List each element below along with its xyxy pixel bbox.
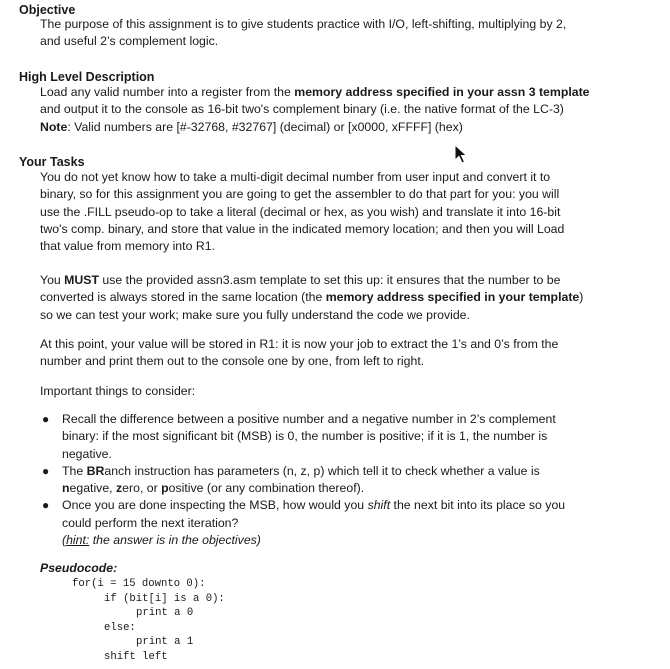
code-line: else:	[104, 622, 136, 634]
code-line: if (bit[i] is a 0):	[104, 593, 225, 605]
tasks-line: so we can test your work; make sure you fully understand the code we provide.	[40, 307, 470, 322]
high-level-text	[40, 84, 630, 136]
bullet-icon: ●	[42, 498, 50, 513]
high-level-line	[40, 84, 630, 101]
italic-run: shift	[367, 498, 391, 513]
objective-heading: Objective	[19, 3, 76, 17]
tasks-paragraph-4: Important things to consider:	[40, 384, 196, 398]
code-line: print a 1	[136, 636, 194, 648]
pseudocode-title: Pseudocode:	[40, 561, 118, 575]
text-run: Load any valid number into a register from the	[40, 85, 295, 99]
code-line: for(i = 15 downto 0):	[72, 578, 206, 590]
objective-line: The purpose of this assignment is to give students practice with I/O, left-shifting, multiplying by 2,	[40, 17, 567, 31]
text-run: ero, or	[122, 481, 162, 496]
high-level-note	[40, 119, 630, 136]
tasks-line: binary, so for this assignment you are going to get the assembler to do that part for you: you will	[40, 187, 560, 202]
hint-label: (hint:	[62, 533, 90, 548]
bullet-icon: ●	[42, 463, 50, 478]
text-run: converted is always stored in the same location (the	[40, 290, 326, 305]
text-run: The	[62, 463, 87, 478]
text-run: ositive (or any combination thereof).	[168, 481, 365, 496]
list-line	[62, 480, 630, 497]
objective-text	[40, 16, 630, 51]
hint-text: the answer is in the objectives)	[89, 533, 261, 548]
high-level-line: and output it to the console as 16-bit two's complement binary (i.e. the native format of the LC-3)	[40, 102, 564, 117]
bold-run: MUST	[64, 273, 100, 287]
list-line: Recall the difference between a positive number and a negative number in 2’s complement	[62, 412, 556, 426]
list-line	[62, 463, 630, 480]
bold-run: z	[116, 481, 123, 496]
text-run: Once you are done inspecting the MSB, how would you	[62, 498, 368, 513]
list-item	[40, 463, 630, 498]
bold-run: n	[62, 481, 70, 496]
text-run: egative,	[69, 481, 117, 496]
bold-run: memory address specified in your template	[325, 290, 580, 305]
code-line: shift left	[104, 651, 168, 663]
tasks-line	[40, 272, 630, 289]
bold-run: BR	[86, 463, 105, 478]
tasks-line: You do not yet know how to take a multi-digit decimal number from user input and convert it to	[40, 170, 551, 184]
list-line	[62, 497, 630, 514]
objective-line: and useful 2’s complement logic.	[40, 34, 219, 49]
tasks-line: that value from memory into R1.	[40, 239, 215, 254]
bullet-icon: ●	[42, 412, 50, 426]
list-line: could perform the next iteration?	[62, 515, 239, 530]
tasks-paragraph-1	[40, 169, 630, 255]
mouse-pointer-icon	[454, 144, 468, 164]
tasks-heading: Your Tasks	[19, 155, 85, 169]
list-line	[62, 532, 630, 549]
bold-run: p	[161, 481, 169, 496]
note-label: Note	[40, 119, 68, 134]
tasks-line: number and print them out to the console one by one, from left to right.	[40, 354, 425, 369]
text-run: anch instruction has parameters (n, z, p) which tell it to check whether a value is	[104, 463, 540, 478]
text-run: use the provided assn3.asm template to set this up: it ensures that the number to be	[99, 273, 561, 287]
tasks-paragraph-2	[40, 272, 630, 324]
text-run: You	[40, 273, 65, 287]
high-level-heading: High Level Description	[19, 70, 155, 84]
list-line: binary: if the most significant bit (MSB) is 0, the number is positive; if it is 1, the number is	[62, 429, 548, 444]
considerations-list	[40, 411, 630, 549]
tasks-line	[40, 289, 630, 306]
tasks-line: two's comp. binary, and store that value in the indicated memory location; and then you will Load	[40, 221, 565, 236]
code-line: print a 0	[136, 607, 194, 619]
list-item	[40, 497, 630, 549]
list-line: negative.	[62, 446, 112, 461]
list-item	[40, 411, 630, 463]
tasks-line: use the .FILL pseudo-op to take a literal (decimal or hex, as you wish) and translate it into 16-bit	[40, 204, 561, 219]
text-run: )	[579, 290, 584, 305]
bold-run: memory address specified in your assn 3 template	[294, 85, 590, 99]
tasks-paragraph-3	[40, 336, 630, 371]
tasks-line: At this point, your value will be stored in R1: it is now your job to extract the 1’s and 0’s from the	[40, 337, 559, 351]
text-run: the next bit into its place so you	[390, 498, 566, 513]
note-text: : Valid numbers are [#-32768, #32767] (decimal) or [x0000, xFFFF] (hex)	[67, 119, 463, 134]
